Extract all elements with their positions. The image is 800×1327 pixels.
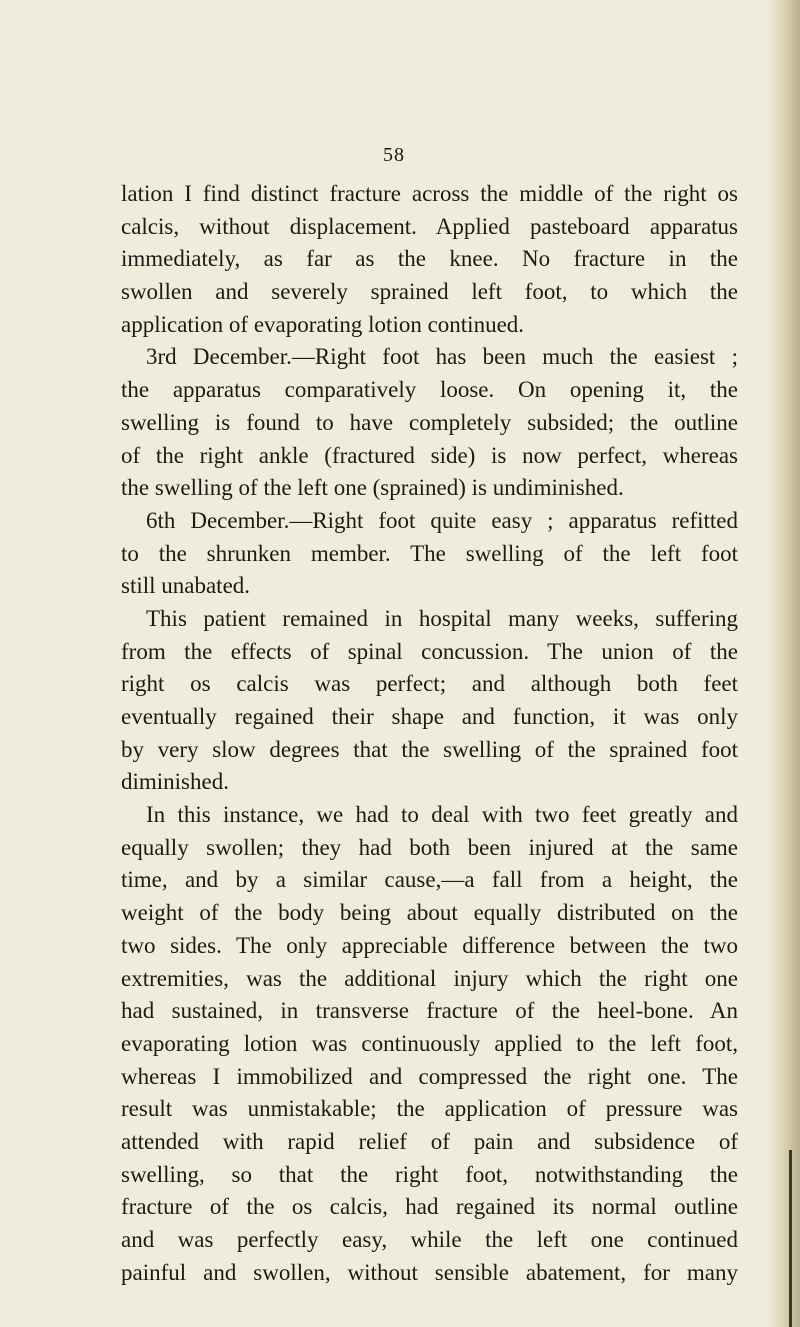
text-line: the swelling of the left one (sprained) is undiminished. bbox=[121, 475, 624, 501]
text-line: from the effects of spinal concussion. The union of the bbox=[121, 638, 738, 664]
text-line: to the shrunken member. The swelling of the left foot bbox=[121, 540, 738, 566]
text-line: application of evaporating lotion continued. bbox=[121, 311, 525, 337]
text-line: still unabated. bbox=[121, 573, 251, 599]
text-line: result was unmistakable; the application of pressure was bbox=[121, 1096, 738, 1122]
text-line: whereas I immobilized and compressed the right one. The bbox=[121, 1063, 738, 1089]
page-edge-line bbox=[789, 1150, 792, 1327]
text-line: the apparatus comparatively loose. On opening it, the bbox=[121, 377, 738, 403]
text-line: right os calcis was perfect; and although both feet bbox=[121, 671, 738, 697]
page-edge-shadow bbox=[766, 0, 800, 1327]
text-line: calcis, without displacement. Applied pasteboard apparatus bbox=[121, 213, 738, 239]
text-line: 6th December.—Right foot quite easy ; apparatus refitted bbox=[146, 507, 738, 533]
text-line: immediately, as far as the knee. No fracture in the bbox=[121, 246, 738, 272]
text-line: 3rd December.—Right foot has been much the easiest ; bbox=[146, 344, 738, 370]
text-line: weight of the body being about equally distributed on the bbox=[121, 900, 738, 926]
text-line: painful and swollen, without sensible abatement, for many bbox=[121, 1259, 738, 1285]
text-line: by very slow degrees that the swelling of the sprained foot bbox=[121, 736, 738, 762]
text-line: eventually regained their shape and function, it was only bbox=[121, 704, 738, 729]
text-line: and was perfectly easy, while the left one continued bbox=[121, 1227, 738, 1252]
text-line: of the right ankle (fractured side) is now perfect, whereas bbox=[121, 442, 738, 468]
text-line: diminished. bbox=[121, 769, 229, 795]
text-line: swelling, so that the right foot, notwithstanding the bbox=[121, 1161, 738, 1187]
text-line: In this instance, we had to deal with two feet greatly and bbox=[146, 802, 738, 828]
body-text bbox=[121, 178, 738, 1289]
text-line: attended with rapid relief of pain and subsidence of bbox=[121, 1128, 738, 1154]
page-number: 58 bbox=[383, 144, 405, 166]
text-line: extremities, was the additional injury which the right one bbox=[121, 965, 738, 991]
text-line: two sides. The only appreciable difference between the two bbox=[121, 932, 738, 958]
text-line: fracture of the os calcis, had regained its normal outline bbox=[121, 1194, 738, 1220]
text-line: swelling is found to have completely subsided; the outline bbox=[121, 409, 738, 435]
text-line: swollen and severely sprained left foot, to which the bbox=[121, 279, 738, 305]
text-line: evaporating lotion was continuously applied to the left foot, bbox=[121, 1030, 738, 1056]
text-line: time, and by a similar cause,—a fall from a height, the bbox=[121, 867, 738, 893]
text-line: equally swollen; they had both been injured at the same bbox=[121, 834, 738, 860]
text-line: lation I find distinct fracture across the middle of the right os bbox=[121, 181, 738, 206]
text-line: had sustained, in transverse fracture of the heel-bone. An bbox=[121, 998, 738, 1024]
text-line: This patient remained in hospital many weeks, suffering bbox=[146, 605, 738, 631]
